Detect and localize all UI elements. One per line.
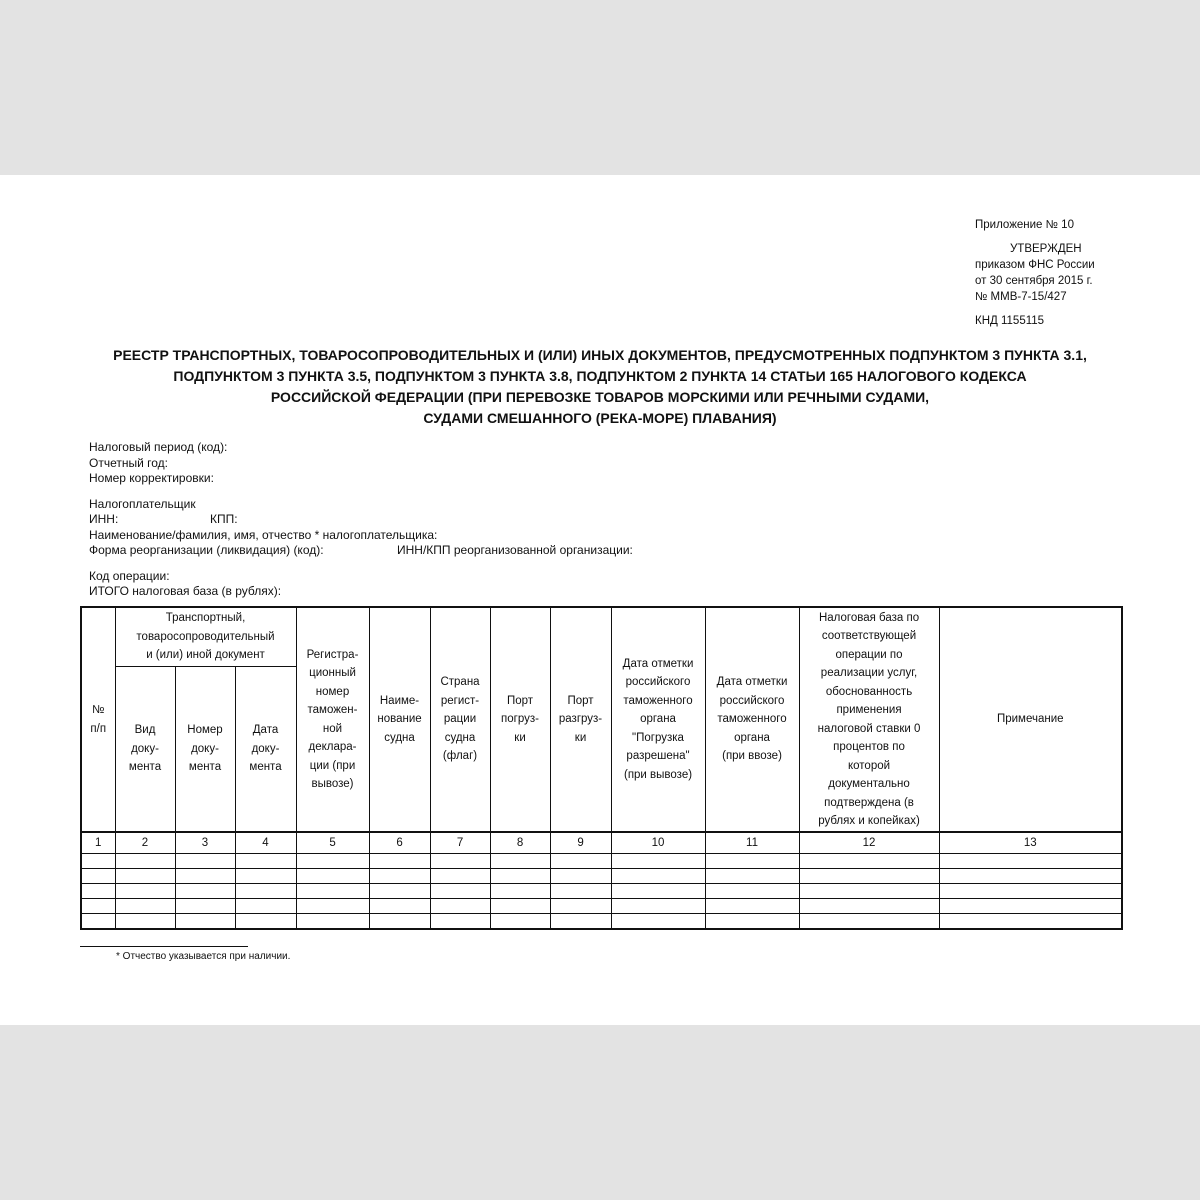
column-number: 2	[115, 832, 175, 854]
header-doc-group: Транспортный, товаросопроводительный и (или) иной документ	[115, 607, 296, 667]
order-date: от 30 сентября 2015 г.	[975, 275, 1093, 287]
header-num: № п/п	[81, 607, 115, 832]
header-vessel-name: Наиме- нование судна	[369, 607, 430, 832]
table-row	[81, 884, 1122, 899]
title-line: РОССИЙСКОЙ ФЕДЕРАЦИИ (ПРИ ПЕРЕВОЗКЕ ТОВАРОВ МОРСКИМИ ИЛИ РЕЧНЫМИ СУДАМИ,	[270, 389, 930, 405]
correction-number-label: Номер корректировки:	[89, 471, 214, 485]
knd-code: КНД 1155115	[975, 315, 1045, 327]
appendix-label: Приложение № 10	[975, 219, 1074, 231]
approval-block	[975, 217, 1095, 329]
form-page	[0, 175, 1200, 1025]
header-row	[81, 607, 1122, 667]
reorg-inn-kpp-label: ИНН/КПП реорганизованной организации:	[397, 543, 633, 557]
approved-label: УТВЕРЖДЕН	[1010, 243, 1082, 255]
reorg-form-label: Форма реорганизации (ликвидация) (код):	[89, 543, 324, 557]
header-note: Примечание	[939, 607, 1122, 832]
column-number-row	[81, 832, 1122, 854]
title-line: СУДАМИ СМЕШАННОГО (РЕКА-МОРЕ) ПЛАВАНИЯ)	[423, 410, 777, 426]
header-port-loading: Порт погруз- ки	[490, 607, 550, 832]
header-doc-date: Дата доку- мента	[235, 667, 296, 833]
header-flag-country: Страна регист- рации судна (флаг)	[430, 607, 490, 832]
column-number: 6	[369, 832, 430, 854]
order-line: приказом ФНС России	[975, 259, 1095, 271]
column-number: 7	[430, 832, 490, 854]
registry-table	[80, 606, 1123, 930]
operation-code-label: Код операции:	[89, 568, 170, 583]
total-tax-base-label: ИТОГО налоговая база (в рублях):	[89, 584, 282, 598]
title-line: ПОДПУНКТОМ 3 ПУНКТА 3.5, ПОДПУНКТОМ 3 ПУНКТА 3.8, ПОДПУНКТОМ 2 ПУНКТА 14 СТАТЬИ 165 НАЛОГОВОГО КОДЕКСА	[173, 368, 1027, 384]
report-year-label: Отчетный год:	[89, 455, 169, 470]
column-number: 9	[550, 832, 611, 854]
table-row	[81, 854, 1122, 869]
header-export-mark-date: Дата отметки российского таможенного органа "Погрузка разрешена" (при вывозе)	[611, 607, 705, 832]
column-number: 3	[175, 832, 235, 854]
title-line: РЕЕСТР ТРАНСПОРТНЫХ, ТОВАРОСОПРОВОДИТЕЛЬНЫХ И (ИЛИ) ИНЫХ ДОКУМЕНТОВ, ПРЕДУСМОТРЕННЫХ ПОДПУНКТОМ 3 ПУНКТА 3.1,	[113, 347, 1087, 363]
taxpayer-label: Налогоплательщик	[89, 496, 196, 511]
inn-kpp-row	[89, 512, 437, 528]
table-row	[81, 914, 1122, 930]
column-number: 4	[235, 832, 296, 854]
column-number: 10	[611, 832, 705, 854]
header-customs-declaration: Регистра- ционный номер таможен- ной деклара- ции (при вывозе)	[296, 607, 369, 832]
column-number: 12	[799, 832, 939, 854]
taxpayer-name-label: Наименование/фамилия, имя, отчество * налогоплательщика:	[89, 527, 438, 542]
footnote-divider	[80, 946, 248, 947]
table-row	[81, 869, 1122, 884]
header-port-unloading: Порт разгруз- ки	[550, 607, 611, 832]
tax-period-label: Налоговый период (код):	[89, 440, 228, 454]
table-row	[81, 899, 1122, 914]
column-number: 11	[705, 832, 799, 854]
order-number: № ММВ-7-15/427	[975, 291, 1067, 303]
document-title	[80, 345, 1120, 429]
header-doc-number: Номер доку- мента	[175, 667, 235, 833]
header-import-mark-date: Дата отметки российского таможенного органа (при ввозе)	[705, 607, 799, 832]
column-number: 8	[490, 832, 550, 854]
footnote-text: * Отчество указывается при наличии.	[116, 951, 291, 962]
header-fields	[89, 440, 633, 600]
inn-label: ИНН:	[89, 512, 119, 526]
header-doc-type: Вид доку- мента	[115, 667, 175, 833]
kpp-label: КПП:	[210, 512, 238, 526]
header-tax-base: Налоговая база по соответствующей операции по реализации услуг, обоснованность применения налоговой ставки 0 процентов по которой документально подтверждена (в рублях и копейках)	[799, 607, 939, 832]
column-number: 5	[296, 832, 369, 854]
column-number: 13	[939, 832, 1122, 854]
reorg-row	[89, 543, 633, 559]
column-number: 1	[81, 832, 115, 854]
